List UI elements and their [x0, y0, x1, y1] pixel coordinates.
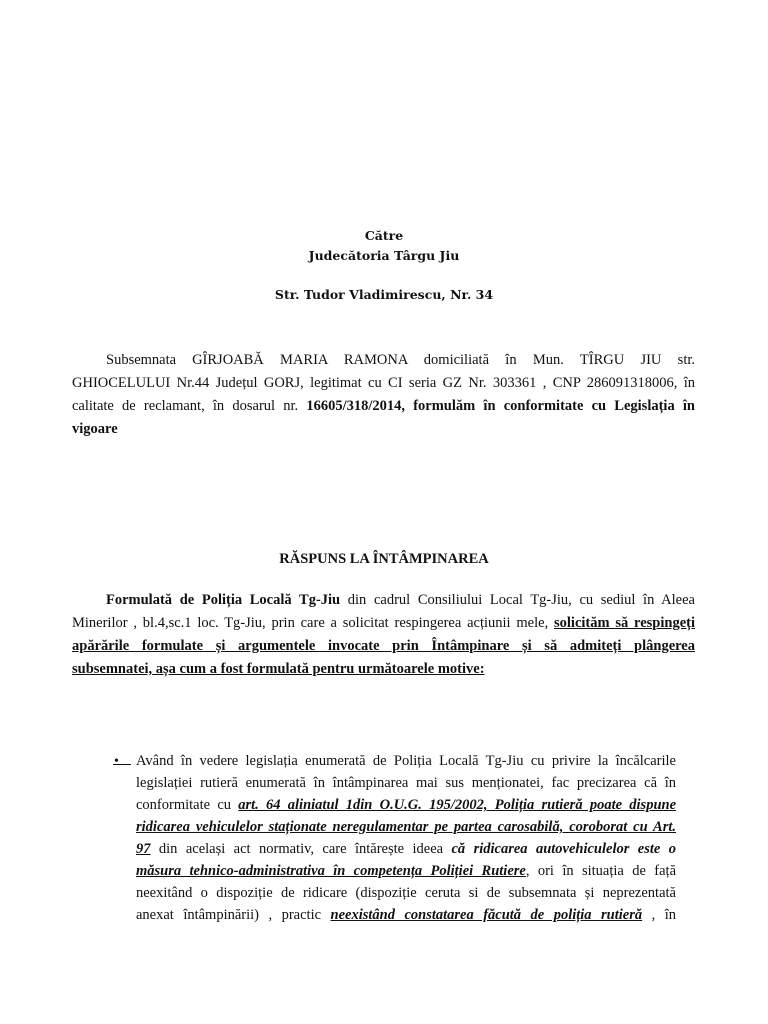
- bullet-legal-ref: art. 64 aliniatul 1din O.U.G. 195/2002, Poliția rutieră poate dispune: [238, 797, 676, 813]
- response-line-2: [72, 612, 695, 635]
- response-address: Minerilor , bl.4,sc.1 loc. Tg-Jiu, prin care a solicitat respingerea acțiunii mele,: [72, 615, 554, 631]
- court-name: Judecătoria Târgu Jiu: [308, 248, 460, 263]
- intro-case-label: calitate de reclamant, în dosarul nr.: [72, 398, 307, 414]
- response-request-start: solicităm să respingeți: [554, 615, 695, 631]
- intro-line-2: GHIOCELULUI Nr.44 Județul GORJ, legitimat cu CI seria GZ Nr. 303361 , CNP 286091318006, în: [72, 375, 695, 391]
- bullet-icon: [114, 750, 131, 773]
- bullet-line-8: [136, 904, 676, 926]
- intro-name: GÎRJOABĂ MARIA RAMONA domiciliată în Mun. TÎRGU JIU str.: [192, 352, 695, 368]
- bullet-emphasis-2: neexistând constatarea făcută de poliția rutieră: [330, 907, 643, 923]
- response-line-4: subsemnatei, așa cum a fost formulată pentru următoarele motive:: [72, 661, 485, 677]
- intro-line-1: [72, 349, 695, 372]
- bullet-item: [114, 750, 676, 926]
- bullet-competence: măsura tehnico-administrativa în competența Poliției Rutiere: [136, 863, 526, 879]
- intro-line-3: [72, 395, 695, 418]
- response-line-3: apărările formulate și argumentele invocate prin Întâmpinare și să admiteți plângerea: [72, 638, 695, 654]
- bullet-text: , în: [642, 907, 676, 923]
- response-paragraph: [72, 589, 695, 681]
- bullet-emphasis: că ridicarea autovehiculelor este o: [451, 841, 676, 857]
- bullet-text: conformitate cu: [136, 797, 239, 813]
- bullet-symbol: •: [114, 754, 119, 769]
- intro-line-4: vigoare: [72, 421, 118, 437]
- intro-subsemnata: Subsemnata: [106, 352, 177, 368]
- bullet-line-2: legislației rutieră enumerată în întâmpinarea mai sus menționatei, fac precizarea că în: [136, 775, 676, 791]
- intro-paragraph: [72, 349, 695, 441]
- bullet-line-5: [136, 838, 676, 860]
- bullet-line-6: [136, 860, 676, 882]
- intro-case-number: 16605/318/2014, formulăm în conformitate cu Legislația în: [306, 398, 695, 414]
- recipient-line: Către: [364, 228, 404, 243]
- bullet-text: anexat întâmpinării) , practic: [136, 907, 331, 923]
- bullet-text: din același act normativ, care întărește ideea: [150, 841, 452, 857]
- document-heading: RĂSPUNS LA ÎNTÂMPINAREA: [279, 551, 489, 567]
- bullet-line-3: [136, 794, 676, 816]
- bullet-line-7: neexitând o dispoziție de ridicare (dispoziție ceruta si de subsemnata și neprezentată: [136, 885, 676, 901]
- response-line-1: [72, 589, 695, 612]
- court-address: Str. Tudor Vladimirescu, Nr. 34: [274, 287, 494, 302]
- bullet-line-1: Având în vedere legislația enumerată de Poliția Locală Tg-Jiu cu privire la încălcarile: [136, 753, 676, 769]
- bullet-text: , ori în situația de față: [525, 863, 676, 879]
- response-author: Formulată de Poliția Locală Tg-Jiu: [106, 592, 341, 608]
- response-author-detail: din cadrul Consiliului Local Tg-Jiu, cu sediul în Aleea: [340, 592, 695, 608]
- bullet-line-4: ridicarea vehiculelor staționate neregulamentar pe partea carosabilă, coroborat cu Art.: [136, 819, 676, 835]
- bullet-article: 97: [136, 841, 151, 857]
